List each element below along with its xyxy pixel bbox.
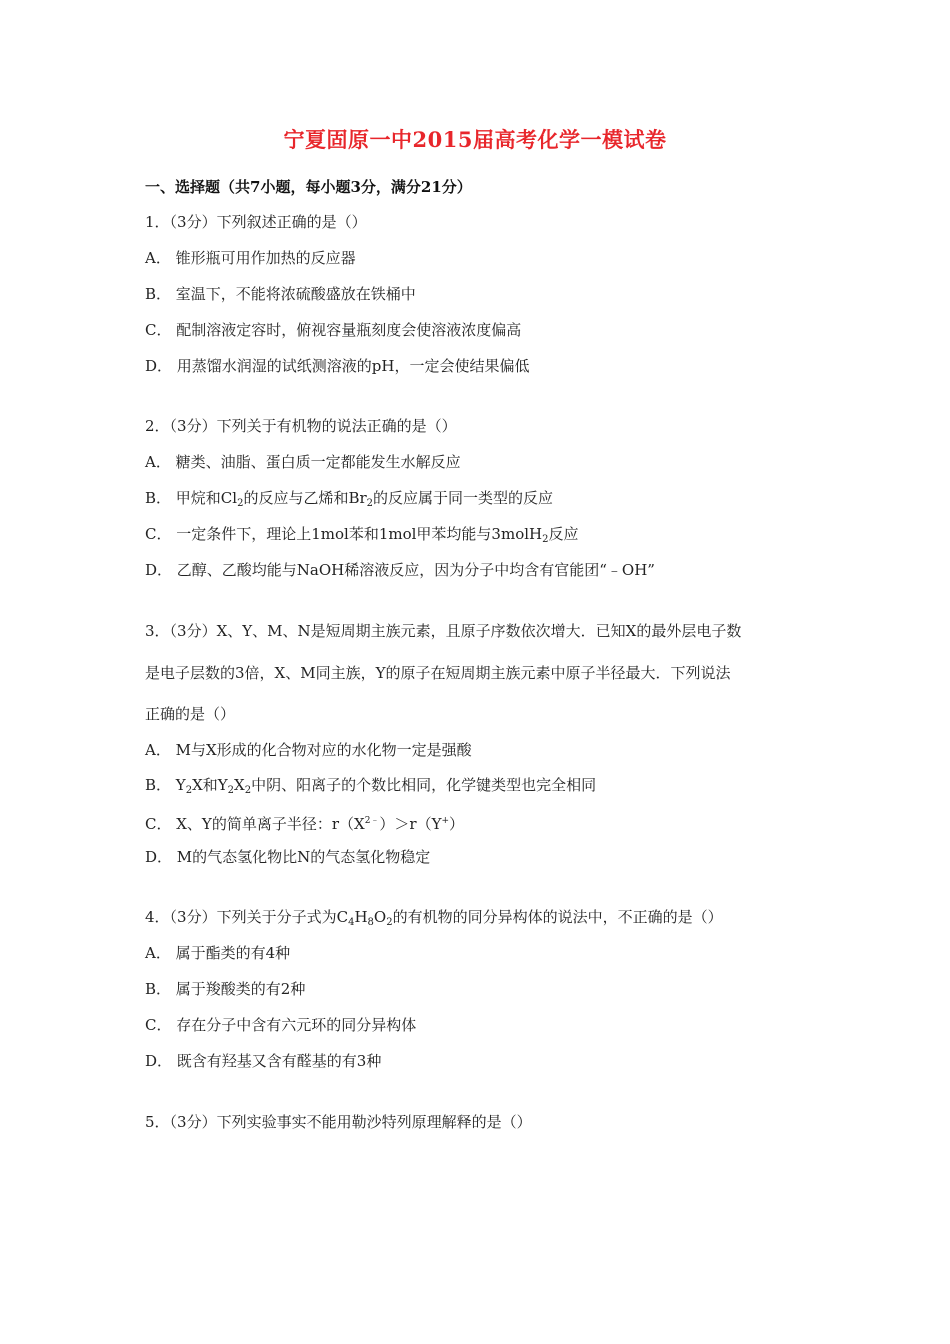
q4-stem-part: 4．（3分）下列关于分子式为C [145,908,349,926]
q3-option-c-part: ）＞r（Y [379,815,442,833]
subscript: 2 [366,498,374,509]
q1-option-b: B． 室温下，不能将浓硫酸盛放在铁桶中 [145,285,416,303]
q1-stem: 1．（3分）下列叙述正确的是（） [145,213,367,231]
q4-stem-part: O [373,908,387,926]
q3-option-b [145,774,596,802]
q2-option-c-part: C． 一定条件下，理论上1mol苯和1mol甲苯均能与3molH [145,525,543,543]
q2-option-c-part: 反应 [548,525,579,543]
q1-option-a: A． 锥形瓶可用作加热的反应器 [145,249,356,267]
q2-option-b [145,487,553,515]
section-heading: 一、选择题（共7小题，每小题3分，满分21分） [145,178,472,196]
q1-option-c: C． 配制溶液定容时，俯视容量瓶刻度会使溶液浓度偏高 [145,321,522,339]
q4-option-d: D． 既含有羟基又含有醛基的有3种 [145,1052,382,1070]
subscript: 2 [542,534,549,545]
exam-title: 宁夏固原一中2015届高考化学一模试卷 [283,127,667,152]
q2-option-b-part: 的反应与乙烯和Br [243,489,367,507]
q2-option-b-part: 的反应属于同一类型的反应 [373,489,554,507]
q3-option-b-part: X [234,776,245,794]
q2-option-a: A． 糖类、油脂、蛋白质一定都能发生水解反应 [145,453,461,471]
q3-option-b-part: X和Y [192,776,228,794]
q4-option-b: B． 属于羧酸类的有2种 [145,980,306,998]
q2-option-c [145,523,579,551]
subscript: 2 [237,498,244,509]
subscript: 2 [227,785,235,796]
superscript: + [441,816,450,826]
q3-option-c [145,810,464,835]
q4-option-c: C． 存在分子中含有六元环的同分异构体 [145,1016,417,1034]
q3-option-a: A． M与X形成的化合物对应的水化物一定是强酸 [145,741,472,759]
q3-stem-line2: 是电子层数的3倍，X、M同主族，Y的原子在短周期主族元素中原子半径最大．下列说法 [145,664,731,682]
q2-stem: 2．（3分）下列关于有机物的说法正确的是（） [145,417,457,435]
q3-stem-line3: 正确的是（） [145,705,236,723]
subscript: 2 [386,917,393,928]
q2-option-d: D． 乙醇、乙酸均能与NaOH稀溶液反应，因为分子中均含有官能团“﹣OH” [145,561,655,579]
q5-stem: 5．（3分）下列实验事实不能用勒沙特列原理解释的是（） [145,1113,532,1131]
superscript: 2﹣ [364,816,380,826]
q4-stem [145,906,723,934]
subscript: 4 [348,917,355,928]
q3-option-d: D． M的气态氢化物比N的气态氢化物稳定 [145,848,431,866]
q3-option-c-part: C． X、Y的简单离子半径：r（X [145,815,365,833]
q1-option-d: D． 用蒸馏水润湿的试纸测溶液的pH，一定会使结果偏低 [145,357,530,375]
subscript: 8 [367,917,374,928]
q3-option-b-part: B． Y [145,776,186,794]
subscript: 2 [185,785,193,796]
q3-stem-line1: 3．（3分）X、Y、M、N是短周期主族元素，且原子序数依次增大．已知X的最外层电子数 [145,622,742,640]
q4-option-a: A． 属于酯类的有4种 [145,944,291,962]
q3-option-c-part: ） [449,815,465,833]
q4-stem-part: H [354,908,368,926]
subscript: 2 [244,785,252,796]
q2-option-b-part: B． 甲烷和Cl [145,489,238,507]
q4-stem-part: 的有机物的同分异构体的说法中，不正确的是（） [392,908,723,926]
q3-option-b-part: 中阴、阳离子的个数比相同，化学键类型也完全相同 [251,776,597,794]
